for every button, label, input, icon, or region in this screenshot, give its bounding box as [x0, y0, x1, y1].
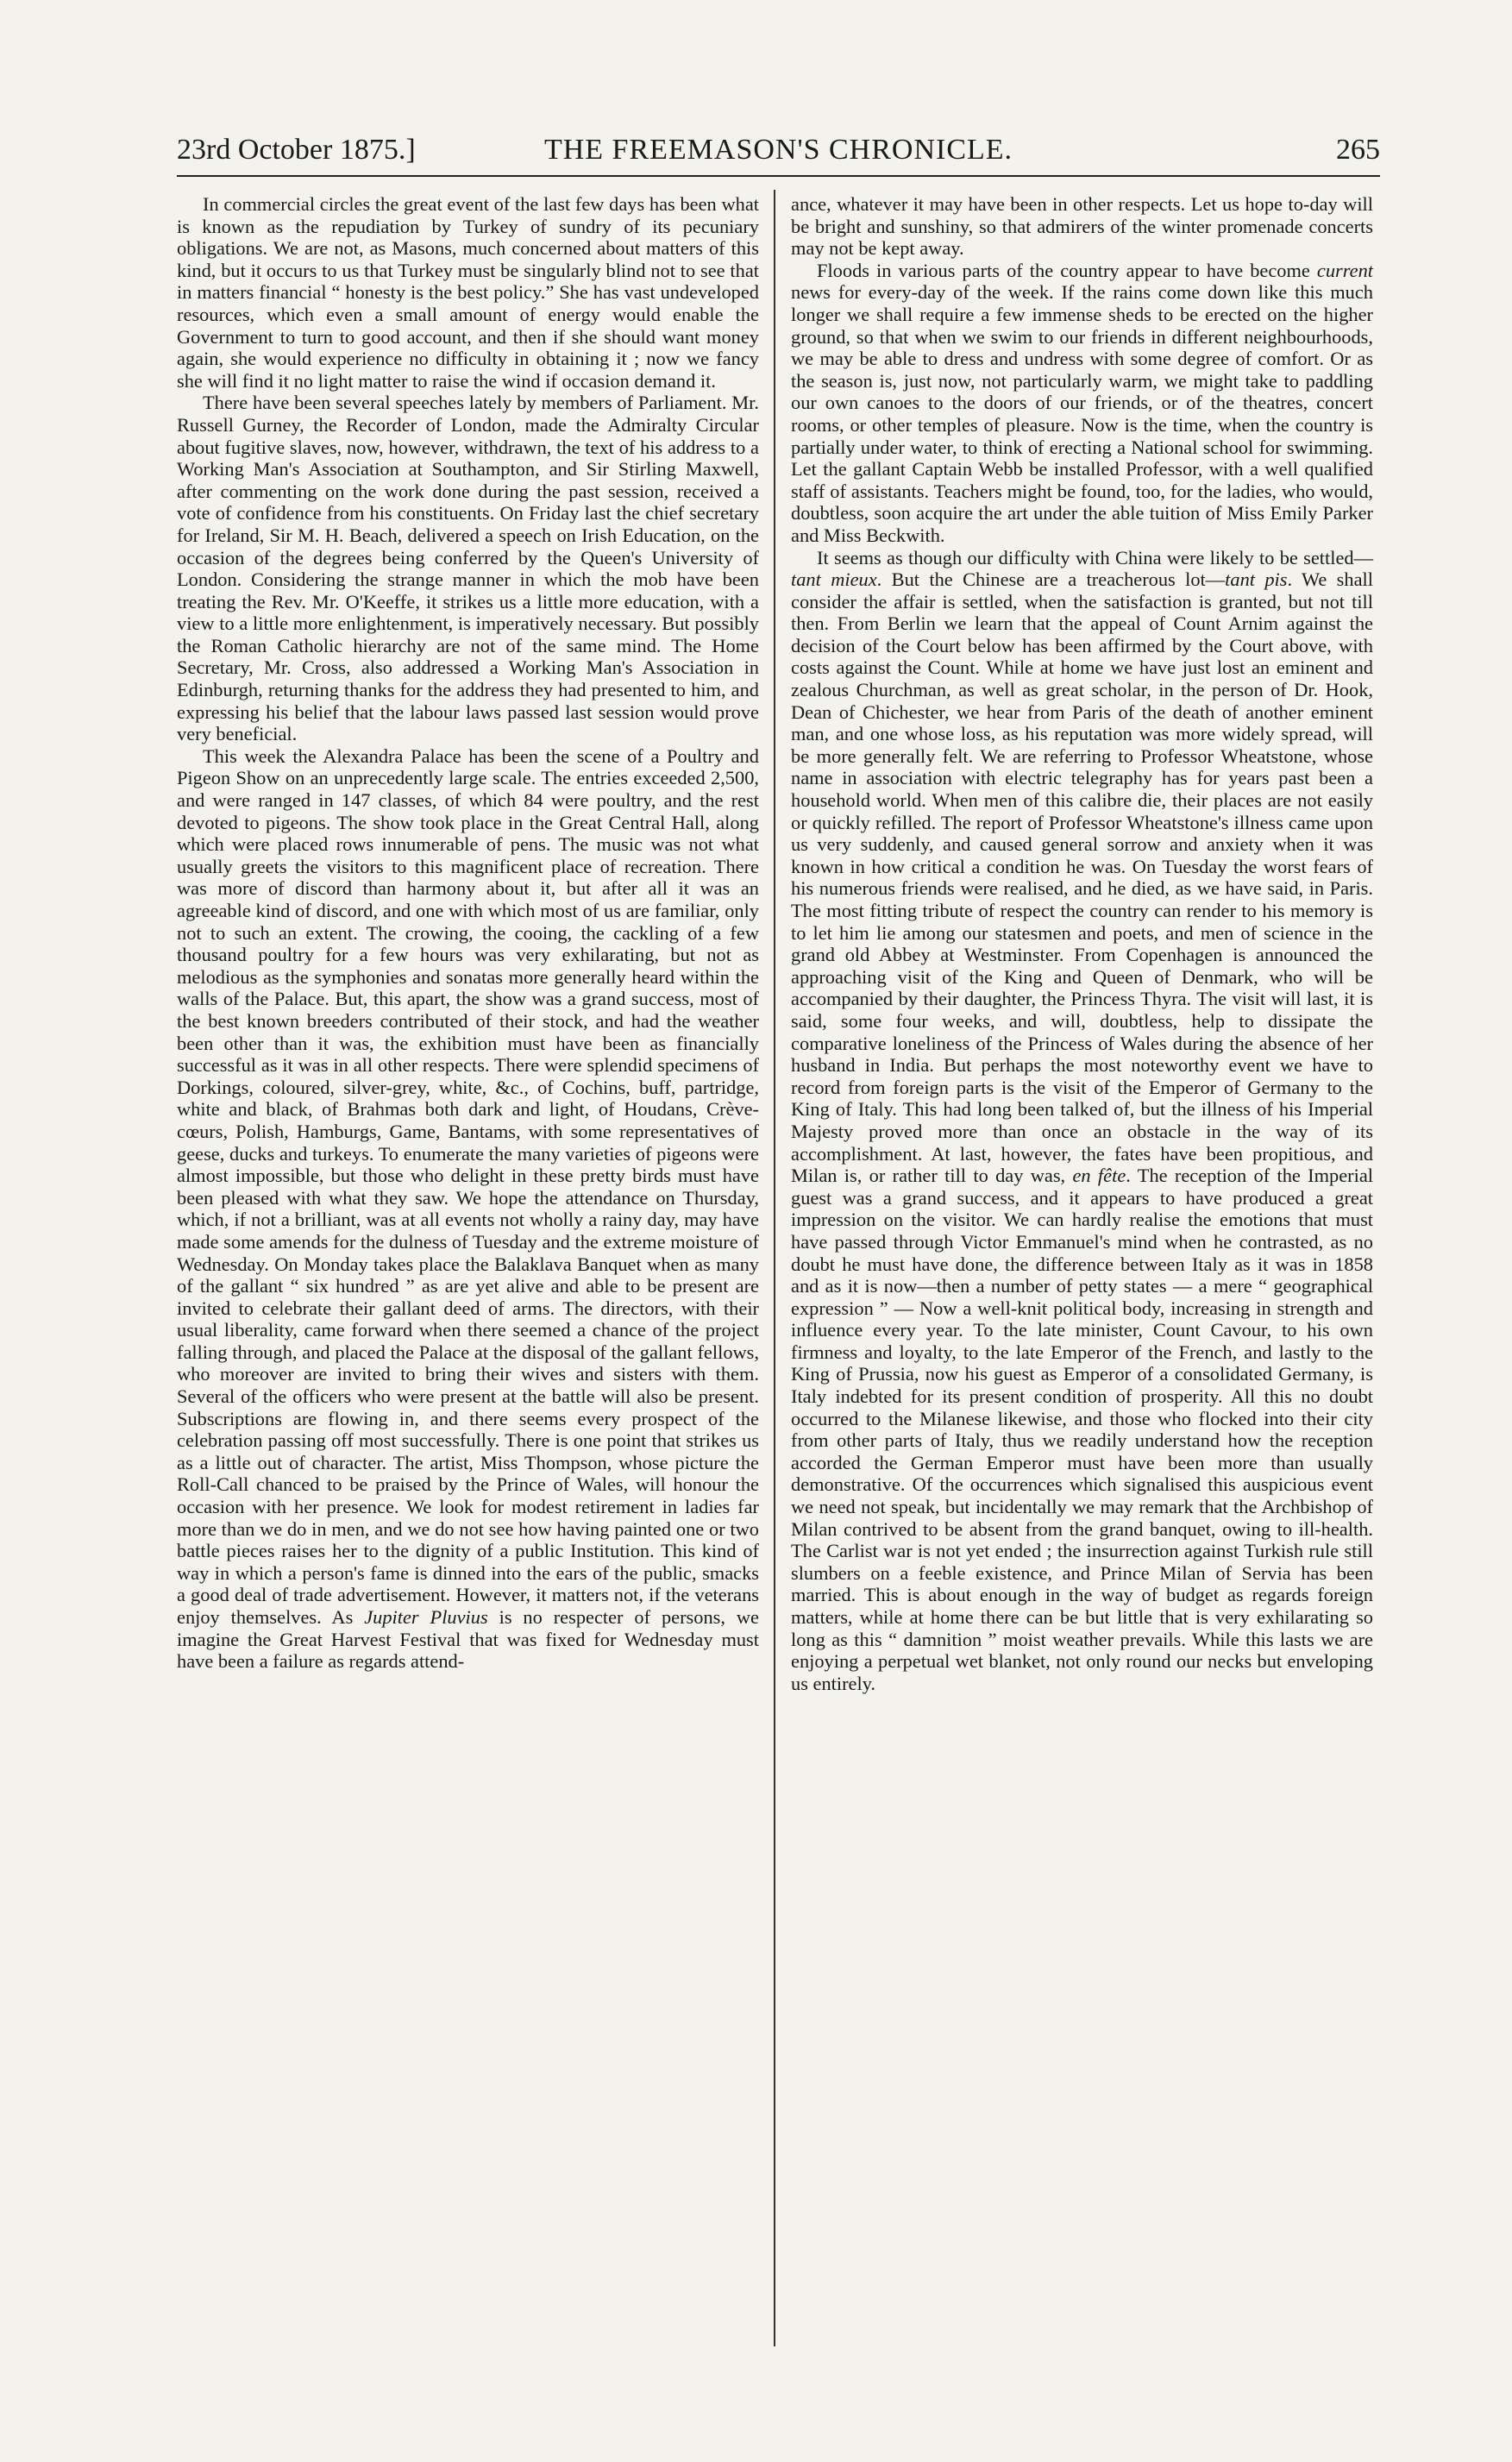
page-number: 265: [1336, 134, 1380, 166]
jupiter-pluvius-italic: Jupiter Pluvius: [364, 1606, 488, 1628]
left-column: [177, 193, 759, 1673]
paragraph-alexandra-palace: [177, 745, 759, 1673]
china-text-b: . But the Chinese are a treacherous lot—: [876, 568, 1226, 591]
paragraph-speeches: There have been several speeches lately by members of Parliament. Mr. Russell Gurney, the Recorder of London, made the Admiralty Circular about fugitive slaves, now, however, withdrawn, the text of his address to a Working Man's Association at Southampton, and Sir Stirling Maxwell, after commenting on the work done during the past session, received a vote of confidence from his constituents. On Friday last the chief secretary for Ireland, Sir M. H. Beach, delivered a speech on Irish Education, on the occasion of the degrees being conferred by the Queen's University of London. Considering the strange manner in which the mob have been treating the Rev. Mr. O'Keeffe, it strikes us a little more education, with a view to a little more enlightenment, is imperatively necessary. But possibly the Roman Catholic hierarchy are not of the same mind. The Home Secretary, Mr. Cross, also addressed a Working Man's Association in Edinburgh, returning thanks for the address they had presented to him, and expressing his belief that the labour laws passed last session would prove very beneficial.: [177, 392, 759, 745]
floods-text-b: news for every-day of the week. If the rains come down like this much longer we shall require a few immense sheds to be erected on the higher ground, so that when we swim to our friends in different neighbourhoods, we may be able to dress and undress with some degree of comfort. Or as the season is, just now, not particularly warm, we might take to paddling our own canoes to the doors of our friends, or of the theatres, concert rooms, or other temples of pleasure. Now is the time, when the country is partially under water, to think of erecting a National school for swimming. Let the gallant Captain Webb be installed Professor, with a well qualified staff of assistants. Teachers might be found, too, for the ladies, who would, doubtless, soon acquire the art under the able tuition of Miss Emily Parker and Miss Beckwith.: [791, 281, 1373, 546]
page-header: [177, 129, 1380, 171]
floods-text-a: Floods in various parts of the country appear to have become: [817, 259, 1310, 281]
current-italic: current: [1316, 259, 1374, 281]
header-rule: [177, 175, 1380, 177]
tail-text-a: As: [331, 1606, 354, 1628]
alexandra-palace-text: This week the Alexandra Palace has been the scene of a Poultry and Pigeon Show on an unprecedently large scale. The entries exceeded 2,500, and were ranged in 147 classes, of which 84 were poultry, and the rest devoted to pigeons. The show took place in the Great Central Hall, along which were placed rows innumerable of pens. The music was not what usually greets the visitors to this magnificent place of recreation. There was more of discord than harmony about it, but after all it was an agreeable kind of discord, and one with which most of us are familiar, only not to such an extent. The crowing, the cooing, the cackling of a few thousand poultry for a few hours was very exhilarating, but not as melodious as the symphonies and sonatas more generally heard within the walls of the Palace. But, this apart, the show was a grand success, most of the best known breeders contributed of their stock, and had the weather been other than it was, the exhibition must have been as financially successful as it was in all other respects. There were splendid specimens of Dorkings, coloured, silver-grey, white, &c., of Cochins, buff, partridge, white and black, of Brahmas both dark and light, of Houdans, Crève-cœurs, Polish, Hamburgs, Game, Bantams, with some representatives of geese, ducks and turkeys. To enumerate the many varieties of pigeons were almost impossible, but those who delight in these pretty birds must have been pleased with what they saw. We hope the attendance on Thursday, which, if not a brilliant, was at all events not wholly a rainy day, may have made some amends for the dulness of Tuesday and the extreme moisture of Wednesday. On Monday takes place the Balaklava Banquet when as many of the gallant “ six hundred ” as are yet alive and able to be present are invited to celebrate their gallant deed of arms. The directors, with their usual liberality, came forward when there seemed a chance of the project falling through, and placed the Palace at the disposal of the gallant fellows, who moreover are invited to bring their wives and sisters with them. Several of the officers who were present at the battle will also be present. Subscriptions are flowing in, and there seems every prospect of the celebration passing off most successfully. There is one point that strikes us as a little out of character. The artist, Miss Thompson, whose picture the Roll-Call chanced to be praised by the Prince of Wales, will honour the occasion with her presence. We look for modest retirement in ladies far more than we do in men, and we do not see how having painted one or two battle pieces raises her to the dignity of a public Institution. This kind of way in which a person's fame is dinned into the ears of the public, smacks a good deal of trade advertisement. However, it matters not, if the veterans enjoy themselves.: [177, 744, 759, 1628]
publication-title: THE FREEMASON'S CHRONICLE.: [543, 134, 1013, 166]
header-date: 23rd October 1875.]: [177, 134, 416, 166]
tant-pis-italic: tant pis: [1225, 568, 1288, 591]
en-fete-italic: en fête: [1072, 1165, 1126, 1187]
foreign-text-d: . The reception of the Imperial guest was a grand success, and it appears to have produced a great impression on the visitor. We can hardly realise the emotions that must have passed through Victor Emmanuel's mind when he contrasted, as no doubt he must have done, the difference between Italy as it was in 1858 and as it is now—then a number of petty states — a mere “ geographical expression ” — Now a well-knit political body, increasing in strength and influence every year. To the late minister, Count Cavour, to his own firmness and loyalty, to the late Emperor of the French, and lastly to the King of Prussia, now his guest as Emperor of a consolidated Germany, is Italy indebted for its present condition of prosperity. All this no doubt occurred to the Milanese likewise, and those who flocked into their city from other parts of Italy, thus we readily understand how the reception accorded the German Emperor must have been more than usually demonstrative. Of the occurrences which signalised this auspicious event we need not speak, but incidentally we may remark that the Archbishop of Milan contrived to be absent from the grand banquet, owing to ill-health. The Carlist war is not yet ended ; the insurrection against Turkish rule still slumbers on a feeble existence, and Prince Milan of Servia has been married. This is about enough in the way of budget as regards foreign matters, while at home there can be but little that is very exhilarating so long as this “ damnition ” moist weather prevails. While this lasts we are enjoying a perpetual wet blanket, not only round our necks but enveloping us entirely.: [791, 1165, 1374, 1694]
tail-text-b: is no respecter of persons, we imagine the Great Harvest Festival that was fixed for Wednesday must have been a failure as regards attend-: [177, 1606, 759, 1673]
column-divider: [774, 190, 775, 2346]
right-column: [791, 193, 1373, 1694]
china-text-a: It seems as though our difficulty with China were likely to be settled—: [817, 546, 1373, 568]
paragraph-continuation: ance, whatever it may have been in other respects. Let us hope to-day will be bright and sunshiny, so that admirers of the winter promenade concerts may not be kept away.: [791, 193, 1373, 260]
paragraph-foreign-news: [791, 547, 1373, 1695]
tant-mieux-italic: tant mieux: [791, 568, 877, 591]
paragraph-turkey: In commercial circles the great event of the last few days has been what is known as the repudiation by Turkey of sundry of its pecuniary obligations. We are not, as Masons, much concerned about matters of this kind, but it occurs to us that Turkey must be singularly blind not to see that in matters financial “ honesty is the best policy.” She has vast undeveloped resources, which even a small amount of energy would enable the Government to turn to good account, and then if she should want money again, she would experience no difficulty in obtaining it ; now we fancy she will find it no light matter to raise the wind if occasion demand it.: [177, 193, 759, 392]
foreign-text-c: . We shall consider the affair is settled, when the satisfaction is granted, but not till then. From Berlin we learn that the appeal of Count Arnim against the decision of the Court below has been affirmed by the Court above, with costs against the Count. While at home we have just lost an eminent and zealous Churchman, as well as great scholar, in the person of Dr. Hook, Dean of Chichester, we hear from Paris of the death of another eminent man, and one whose loss, as his reputation was more widely spread, will be more generally felt. We are referring to Professor Wheatstone, whose name in association with electric telegraphy has for years past been a household world. When men of this calibre die, their places are not easily or quickly refilled. The report of Professor Wheatstone's illness came upon us very suddenly, and caused general sorrow and anxiety when it was known in how critical a condition he was. On Tuesday the worst fears of his numerous friends were realised, and he died, as we have said, in Paris. The most fitting tribute of respect the country can render to his memory is to let him lie among our statesmen and poets, and men of science in the grand old Abbey at Westminster. From Copenhagen is announced the approaching visit of the King and Queen of Denmark, who will be accompanied by their daughter, the Princess Thyra. The visit will last, it is said, some four weeks, and will, doubtless, help to dissipate the comparative loneliness of the Princess of Wales during the absence of her husband in India. But perhaps the most noteworthy event we have to record from foreign parts is the visit of the Emperor of Germany to the King of Italy. This had long been talked of, but the illness of his Imperial Majesty proved more than once an obstacle in the way of its accomplishment. At last, however, the fates have been propitious, and Milan is, or rather till to day was,: [791, 568, 1373, 1187]
paragraph-floods: [791, 260, 1373, 547]
